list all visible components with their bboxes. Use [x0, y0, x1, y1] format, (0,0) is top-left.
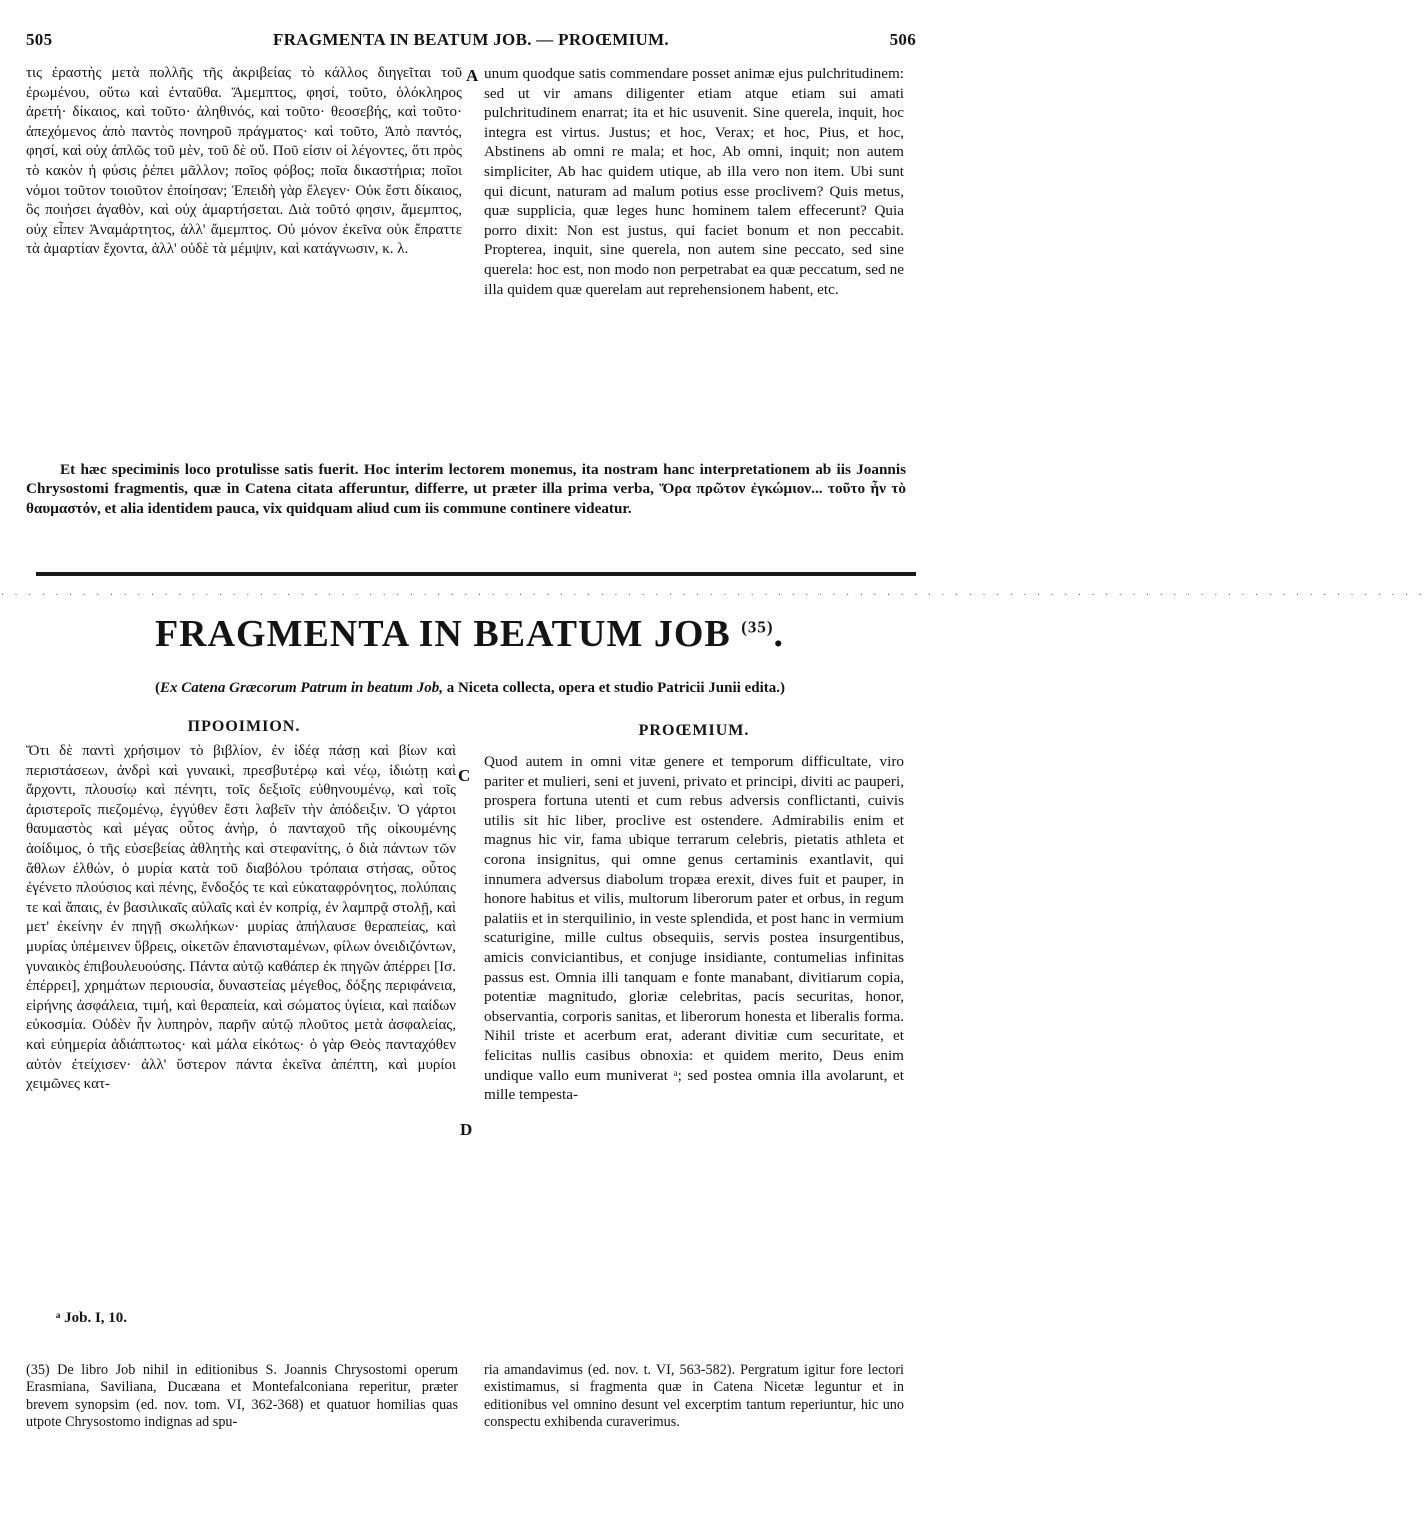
- running-title: FRAGMENTA IN BEATUM JOB. — PROŒMIUM.: [273, 30, 669, 49]
- latin-text-top: unum quodque satis commendare posset animæ ejus pulchritudinem: sed ut vir amans diligenter etiam atque etiam sui amati pulchritudinem enarrat; ita et hic usuvenit. Sine querela, inquit, hoc integra est virtus. Justus; et hoc, Verax; et hoc, Pius, et hoc, Abstinens ab omni re mala; et hoc, Ab omni, inquit; non autem simpliciter, Ab hac quidem utique, ab illa vero non item. Ubi sunt qui dicunt, naturam ad malum potius esse proclivem? Quis metus, quæ supplicia, quæ leges hunc hominem talem effecerunt? Quia porro dixit: Non est justus, qui faciet bonum et non peccabit. Propterea, inquit, sine querela, non autem sine peccato, sed sine querela: hoc est, non modo non perpetrabat ea quæ peccatum, sed ne illa quidem quæ querelam aut reprehensionem habent, etc.: [484, 65, 904, 298]
- title-period: .: [773, 613, 785, 655]
- editorial-text: Et hæc speciminis loco protulisse satis fuerit. Hoc interim lectorem monemus, ita nostram hanc interpretationem ab iis Joannis Chrysostomi fragmentis, quæ in Catena citata afferuntur, differre, ut præter illa prima verba, Ὅρα πρῶτον ἐγκώμιον... τοῦτο ἦν τὸ θαυμαστόν, et alia identidem pauca, vix quidquam aliud cum iis commune continere videatur.: [26, 461, 906, 517]
- latin-column-top: [484, 64, 904, 299]
- greek-text-main: Ὅτι δὲ παντὶ χρήσιμον τὸ βιβλίον, ἐν ἰδέᾳ πάσῃ καὶ βίων καὶ περιστάσεων, ἀνδρὶ καὶ γυναικὶ, πρεσβυτέρῳ καὶ νέῳ, ἰδιώτῃ καὶ ἄρχοντι, πλουσίῳ καὶ πένητι, τοῖς δεξιοῖς εὐθηνουμένῳ, καὶ τοῖς ἀριστεροῖς πιεζομένῳ, ἐγγύθεν ἔστι λαβεῖν τὴν ἀπόδειξιν. Ὁ γάρτοι θαυμαστὸς καὶ μέγας οὗτος ἀνὴρ, ὁ πανταχοῦ τῆς οἰκουμένης ἀοίδιμος, ὁ τῆς εὐσεβείας ἀθλητὴς καὶ στεφανίτης, ὁ διὰ πάντων τῶν ἄθλων ἐλθών, ὁ μυρία κατὰ τοῦ διαβόλου τρόπαια στήσας, οὗτος ἐγένετο πλούσιος καὶ πένης, ἔνδοξός τε καὶ εὐκαταφρόνητος, πολύπαις τε καὶ ἄπαις, ἐν βασιλικαῖς αὐλαῖς καὶ ἐν κοπρίᾳ, ἐν λαμπρᾷ στολῇ, καὶ μετ' ἐκείνην ἐν πηγῇ σκωλήκων· μυρίας ἀπήλαυσε θεραπείας, καὶ μυρίας ὑπέμεινεν ὕβρεις, οἰκετῶν ἐπανισταμένων, φίλων ὀνειδιζόντων, γυναικὸς ἐπιβουλευούσης. Πάντα αὐτῷ καθάπερ ἐκ πηγῶν ἀπέρρει [Ισ. ἐπέρρει], χρημάτων περιουσία, δυναστείας μέγεθος, δόξης περιφάνεια, εἰρήνης ἀσφάλεια, τιμή, καὶ θεραπεία, καὶ σώματος ὑγίεια, καὶ παίδων εὐκοσμία. Οὐδὲν ἦν λυπηρὸν, παρῆν αὐτῷ πλοῦτος μετὰ ἀσφαλείας, καὶ εὐημερία ἀδιάπτωτος· καὶ μάλα εἰκότως· ὁ γὰρ Θεὸς πανταχόθεν αὐτὸν ἐτείχισεν· ἀλλ' ὕστερον πάντα ἐκεῖνα ἀπέπτη, καὶ μυρίοι χειμῶνες κατ-: [26, 743, 456, 1093]
- main-title-text: FRAGMENTA IN BEATUM JOB: [154, 613, 731, 655]
- note-35-left-text: (35) De libro Job nihil in editionibus S. Joannis Chrysostomi operum Erasmiana, Saviliana, Ducæana et Montefalconiana reperitur, præter brevem synopsim (ed. nov. tom. VI, 362-368) et quatuor homilias quas utpote Chrysostomo indignas ad spu-: [26, 1362, 458, 1431]
- source-rest: a Niceta collecta, opera et studio Patricii Junii edita.): [446, 680, 785, 696]
- latin-text-main: Quod autem in omni vitæ genere et temporum difficultate, viro pariter et mulieri, seni et juveni, privato et principi, diviti ac pauperi, prospera fortuna utenti et cum rebus adversis conflictanti, cuivis utilis sit hic liber, proclive est ostendere. Admirabilis enim et magnus hic vir, fama ubique terrarum celebris, pietatis athleta et corona insignitus, qui omne genus certaminis exantlavit, qui innumera adversus diabolum tropæa erexit, dives fuit et pauper, in honore habitus et vilis, multorum liberorum pater et orbus, in regum palatiis et in sterquilinio, in veste splendida, et post hanc in vermium scaturigine, mille cultus obsequiis, servis postea insurgentibus, amicis conviciantibus, et conjuge insidiante, contumelias infinitas passus est. Omnia illi tanquam e fonte manabant, divitiarum copia, potentiæ magnitudo, gloriæ celebritas, pacis securitas, honor, observantia, corporis sanitas, et liberorum honesta et liberalis forma. Nihil triste et acerbum erat, aderant divitiæ cum securitate, et felicitas nullis casibus obnoxia: et quidem merito, Deus enim undique vallo eum muniverat ᵃ; sed postea omnia illa avolarunt, et mille tempesta-: [484, 753, 904, 1104]
- note-35-right-text: ria amandavimus (ed. nov. t. VI, 563-582). Pergratum igitur fore lectori existimamus, si fragmenta quæ in Catena Nicetæ leguntur et in editionibus vel omnino desunt vel excerptim tantum reperiuntur, hic uno conspectu exhibenda curaverimus.: [484, 1362, 904, 1431]
- greek-column-top: [26, 64, 462, 260]
- editorial-paragraph: [26, 460, 906, 518]
- greek-heading: ΠΡΟΟΙΜΙΟΝ.: [187, 718, 301, 735]
- running-header: [26, 30, 916, 54]
- footnote-a: ᵃ Job. I, 10.: [56, 1310, 128, 1326]
- source-italic: Ex Catena Græcorum Patrum in beatum Job,: [160, 680, 443, 696]
- latin-column-main: [484, 752, 904, 1105]
- page-number-left: 505: [26, 30, 53, 49]
- note-35-left: [26, 1362, 458, 1432]
- latin-heading: PROŒMIUM.: [638, 722, 750, 739]
- source-open: (: [155, 680, 160, 696]
- dotted-divider: . . . . . . . . . . . . . . . . . . . . . . . . . . . . . . . . . . . . . . . . . . . . . . . . . . . . . . . . . . . . . . . . . . . . . . . . . . . . . . . . . . . . . . . . . . . . . . . . . . . . . . . . .: [0, 588, 1425, 597]
- main-title: [0, 612, 939, 656]
- margin-letter-a: A: [466, 66, 479, 85]
- margin-letter-c: C: [458, 766, 471, 785]
- source-line: [60, 680, 880, 697]
- note-35-right: [484, 1362, 904, 1432]
- title-note-ref: (35): [741, 617, 774, 637]
- greek-column-main: [26, 742, 456, 1095]
- section-rule: [36, 572, 916, 576]
- page-number-right: 506: [889, 30, 916, 49]
- margin-letter-d: D: [460, 1120, 473, 1139]
- greek-text-top: τις ἐραστὴς μετὰ πολλῆς τῆς ἀκριβείας τὸ κάλλος διηγεῖται τοῦ ἐρωμένου, οὕτω καὶ ἐνταῦθα. Ἄμεμπτος, φησί, τοῦτο, ὁλόκληρος ἀρετή· δίκαιος, καὶ τοῦτο· ἀληθινός, καὶ τοῦτο· θεοσεβής, καὶ τοῦτο· ἀπεχόμενος ἀπὸ παντὸς πονηροῦ πράγματος· καὶ τοῦτο, Ἀπὸ παντός, φησί, καὶ οὐχ ἁπλῶς τοῦ μὲν, τοῦ δὲ οὔ. Ποῦ εἰσιν οἱ λέγοντες, ὅτι πρὸς τὸ κακὸν ἡ φύσις ῥέπει μᾶλλον; ποῖος φόβος; ποῖα δικαστήρια; ποῖοι νόμοι τοῦτον τοιοῦτον ἐποίησαν; Ἐπειδὴ γὰρ ἔλεγεν· Οὐκ ἔστι δίκαιος, ὃς ποιήσει ἀγαθὸν, καὶ οὐχ ἁμαρτήσεται. Διὰ τοῦτό φησιν, ἄμεμπτος, οὐχ εἶπεν Ἀναμάρτητος, ἀλλ' ἄμεμπτος. Οὐ μόνον ἐκεῖνα οὐκ ἔπραττε τὰ ἁμαρτίαν ἔχοντα, ἀλλ' οὐδὲ τὰ μέμψιν, καὶ κατάγνωσιν, κ. λ.: [26, 65, 462, 258]
